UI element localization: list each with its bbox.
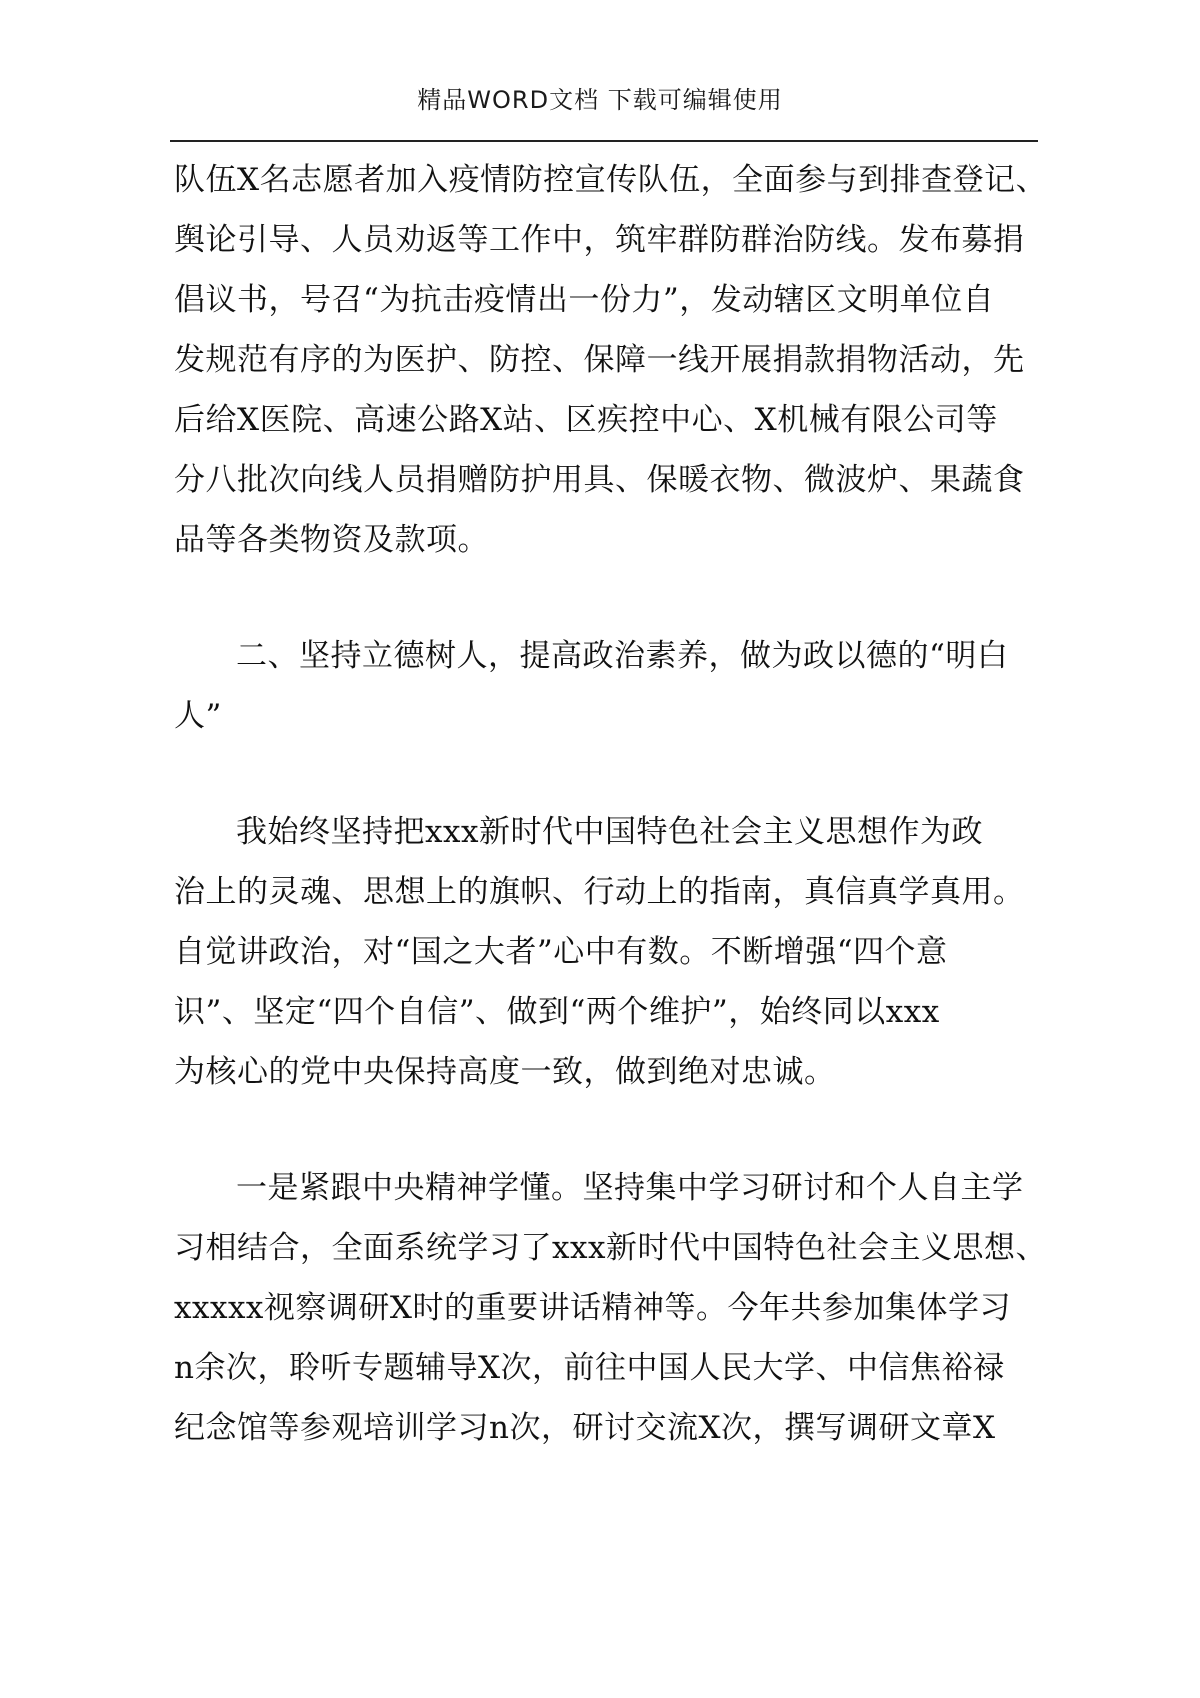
- body-line: 我始终坚持把xxx新时代中国特色社会主义思想作为政: [236, 814, 983, 850]
- body-line: 品等各类物资及款项。: [174, 522, 489, 558]
- body-line: 后给X医院、高速公路X站、区疾控中心、X机械有限公司等: [174, 402, 998, 438]
- body-line: xxxxx视察调研X时的重要讲话精神等。今年共参加集体学习: [174, 1290, 1011, 1326]
- body-line: n余次，聆听专题辅导X次，前往中国人民大学、中信焦裕禄: [174, 1350, 1005, 1386]
- body-line: 发规范有序的为医护、防控、保障一线开展捐款捐物活动，先: [174, 342, 1025, 378]
- body-line: 队伍X名志愿者加入疫情防控宣传队伍，全面参与到排查登记、: [174, 162, 1048, 198]
- body-line: 识”、坚定“四个自信”、做到“两个维护”，始终同以xxx: [174, 994, 940, 1030]
- body-line: 分八批次向线人员捐赠防护用具、保暖衣物、微波炉、果蔬食: [174, 462, 1025, 498]
- body-line: 为核心的党中央保持高度一致，做到绝对忠诚。: [174, 1054, 836, 1090]
- body-line: 习相结合，全面系统学习了xxx新时代中国特色社会主义思想、: [174, 1230, 1047, 1266]
- page-header: 精品WORD文档 下载可编辑使用: [417, 86, 783, 114]
- header-divider: [170, 140, 1038, 142]
- body-line: 纪念馆等参观培训学习n次，研讨交流X次，撰写调研文章X: [174, 1410, 996, 1446]
- section-heading: 二、坚持立德树人，提高政治素养，做为政以德的“明白: [236, 638, 1009, 674]
- body-line: 倡议书，号召“为抗击疫情出一份力”，发动辖区文明单位自: [174, 282, 995, 318]
- body-line: 舆论引导、人员劝返等工作中，筑牢群防群治防线。发布募捐: [174, 222, 1025, 258]
- body-line: 治上的灵魂、思想上的旗帜、行动上的指南，真信真学真用。: [174, 874, 1025, 910]
- section-heading: 人”: [174, 698, 222, 734]
- body-line: 一是紧跟中央精神学懂。坚持集中学习研讨和个人自主学: [236, 1170, 1024, 1206]
- body-line: 自觉讲政治，对“国之大者”心中有数。不断增强“四个意: [174, 934, 948, 970]
